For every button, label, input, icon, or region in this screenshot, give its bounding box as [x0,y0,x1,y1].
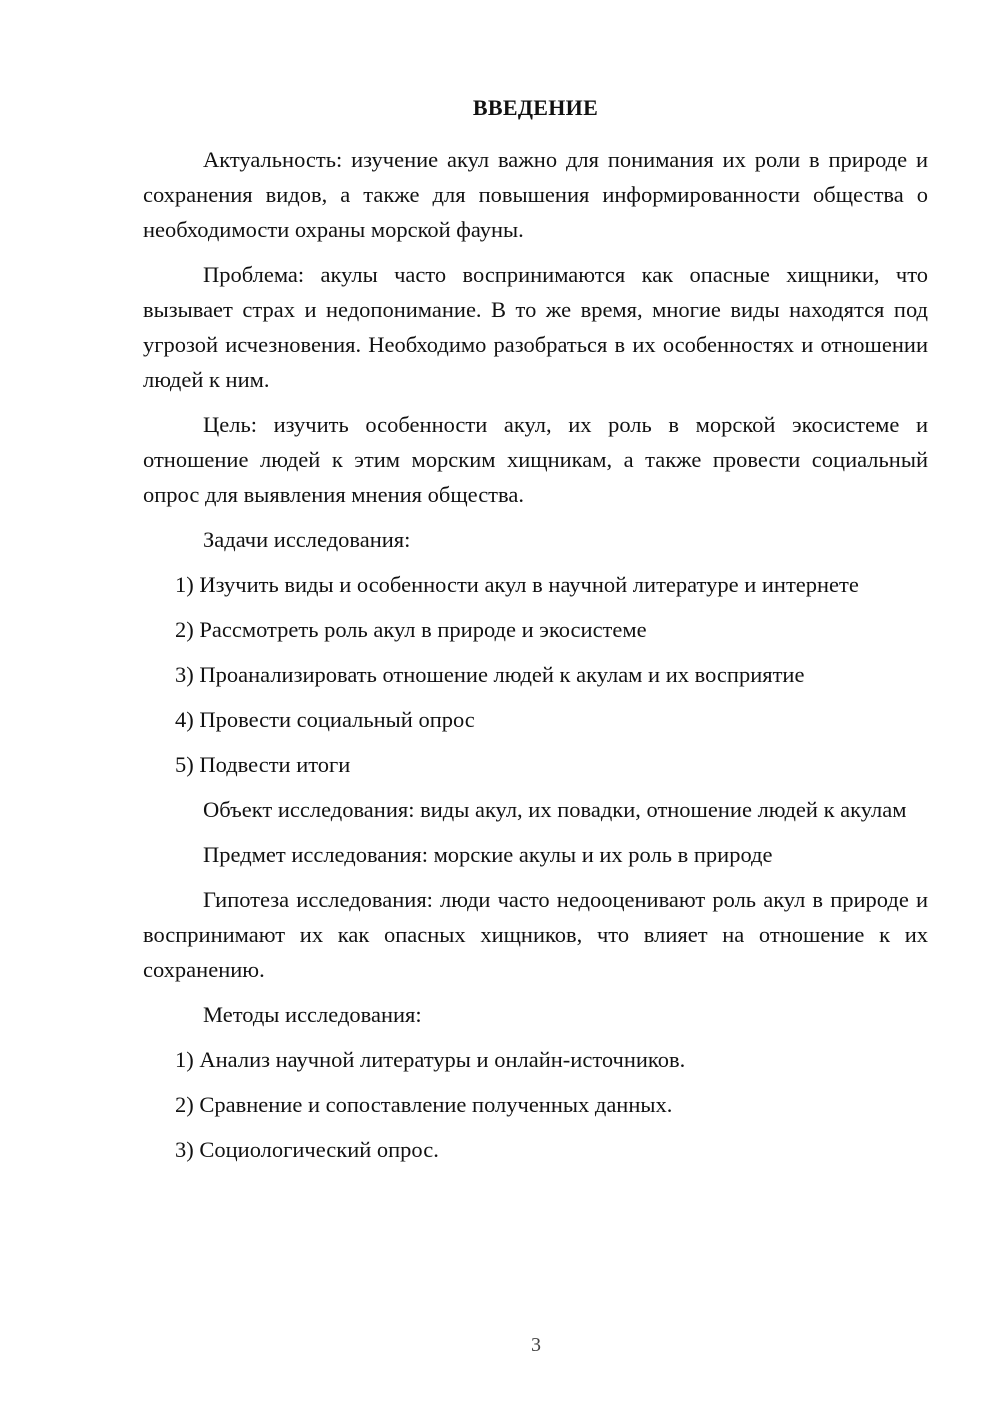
tasks-heading: Задачи исследования: [203,527,411,552]
list-item: 5) Подвести итоги [175,752,351,777]
tasks-list [143,567,928,782]
hypothesis-paragraph: Гипотеза исследования: люди часто недооценивают роль акул в природе и воспринимают их как опасных хищников, что влияет на отношение к их сохранению. [143,887,928,982]
list-item: 2) Рассмотреть роль акул в природе и экосистеме [175,617,647,642]
relevance-paragraph: Актуальность: изучение акул важно для понимания их роли в природе и сохранения видов, а также для повышения информированности общества о необходимости охраны морской фауны. [143,147,928,242]
object-paragraph: Объект исследования: виды акул, их повадки, отношение людей к акулам [203,797,907,822]
list-item: 2) Сравнение и сопоставление полученных данных. [175,1092,673,1117]
list-item: 4) Провести социальный опрос [175,707,475,732]
list-item: 3) Проанализировать отношение людей к акулам и их восприятие [175,662,805,687]
list-item: 1) Анализ научной литературы и онлайн-источников. [175,1047,686,1072]
goal-paragraph: Цель: изучить особенности акул, их роль в морской экосистеме и отношение людей к этим морским хищникам, а также провести социальный опрос для выявления мнения общества. [143,412,928,507]
subject-paragraph: Предмет исследования: морские акулы и их роль в природе [203,842,773,867]
document-body [143,142,928,1177]
page-number: 3 [531,1334,541,1356]
list-item: 3) Социологический опрос. [175,1137,439,1162]
page-title: ВВЕДЕНИЕ [472,95,599,120]
methods-heading: Методы исследования: [203,1002,422,1027]
list-item: 1) Изучить виды и особенности акул в научной литературе и интернете [175,572,859,597]
problem-paragraph: Проблема: акулы часто воспринимаются как опасные хищники, что вызывает страх и недопонимание. В то же время, многие виды находятся под угрозой исчезновения. Необходимо разобраться в их особенностях и отношении людей к ним. [143,262,928,392]
methods-list [143,1042,928,1167]
